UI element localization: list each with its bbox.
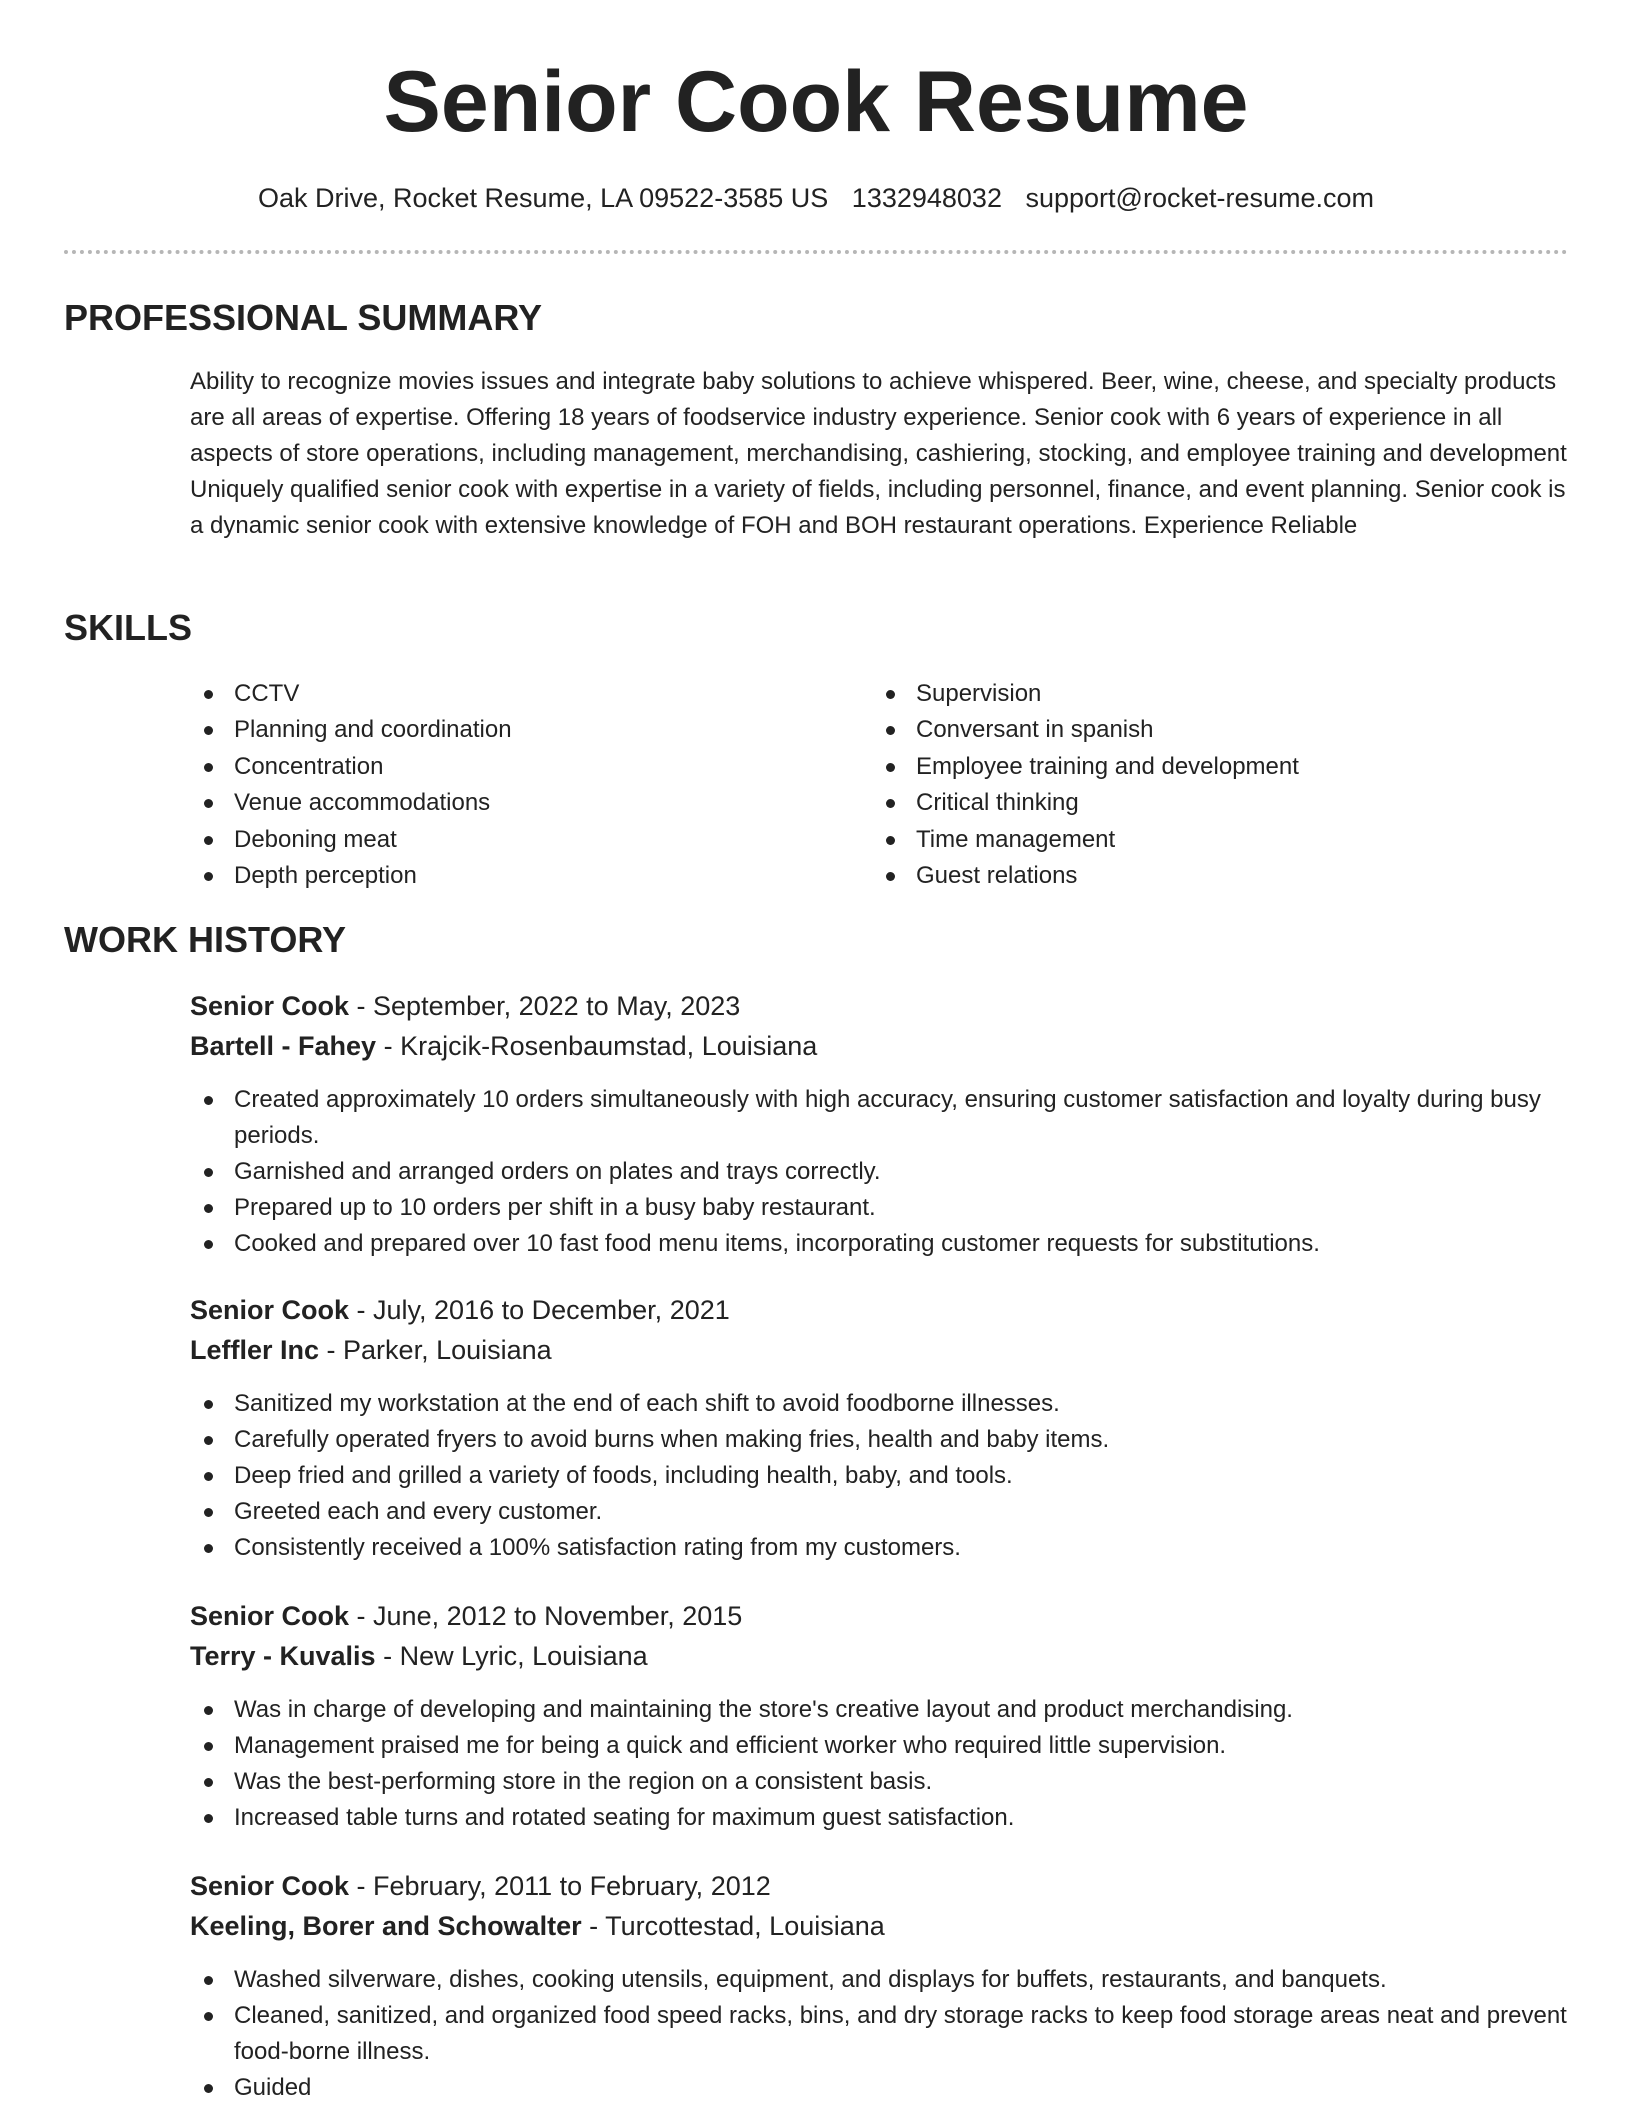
job-4-bullets	[190, 1962, 1570, 2106]
job-bullet: Prepared up to 10 orders per shift in a busy baby restaurant.	[190, 1190, 1570, 1226]
skills-heading: SKILLS	[64, 607, 193, 648]
bullet-dot-icon	[204, 1544, 213, 1553]
job-4-company-line	[190, 1908, 885, 1944]
skill-item: CCTV	[190, 676, 830, 712]
contact-address: Oak Drive, Rocket Resume, LA 09522-3585 US	[257, 183, 829, 213]
bullet-dot-icon	[204, 1240, 213, 1249]
job-title: Senior Cook	[190, 1295, 350, 1325]
job-dates: February, 2011 to February, 2012	[373, 1871, 771, 1901]
skill-item: Critical thinking	[872, 785, 1562, 821]
bullet-dot-icon	[204, 1096, 213, 1105]
job-bullet: Washed silverware, dishes, cooking utensils, equipment, and displays for buffets, restaurants, and banquets.	[190, 1962, 1570, 1998]
skill-item: Depth perception	[190, 858, 830, 894]
bullet-dot-icon	[204, 836, 213, 845]
job-title: Senior Cook	[190, 1601, 350, 1631]
job-3-role-line	[190, 1598, 742, 1634]
bullet-dot-icon	[204, 799, 213, 808]
job-2-bullets	[190, 1386, 1570, 1566]
bullet-dot-icon	[204, 1436, 213, 1445]
skill-item: Guest relations	[872, 858, 1562, 894]
job-2-role-line	[190, 1292, 730, 1328]
separator: -	[349, 1295, 374, 1325]
bullet-dot-icon	[886, 726, 895, 735]
job-company: Bartell - Fahey	[190, 1031, 377, 1061]
bullet-dot-icon	[204, 1204, 213, 1213]
job-dates: July, 2016 to December, 2021	[373, 1295, 730, 1325]
bullet-dot-icon	[204, 1814, 213, 1823]
separator: -	[375, 1641, 400, 1671]
job-bullet: Management praised me for being a quick and efficient worker who required little supervision.	[190, 1728, 1570, 1764]
skill-item: Employee training and development	[872, 749, 1562, 785]
job-bullet: Consistently received a 100% satisfaction rating from my customers.	[190, 1530, 1570, 1566]
bullet-dot-icon	[204, 872, 213, 881]
job-title: Senior Cook	[190, 1871, 350, 1901]
job-bullet: Sanitized my workstation at the end of each shift to avoid foodborne illnesses.	[190, 1386, 1570, 1422]
separator: -	[319, 1335, 344, 1365]
bullet-dot-icon	[204, 763, 213, 772]
job-dates: September, 2022 to May, 2023	[373, 991, 741, 1021]
bullet-dot-icon	[204, 1472, 213, 1481]
job-location: Turcottestad, Louisiana	[605, 1911, 885, 1941]
bullet-dot-icon	[886, 872, 895, 881]
job-company: Keeling, Borer and Schowalter	[190, 1911, 582, 1941]
skill-item: Time management	[872, 822, 1562, 858]
skills-list-right	[872, 676, 1562, 894]
bullet-dot-icon	[204, 2012, 213, 2021]
job-location: New Lyric, Louisiana	[399, 1641, 648, 1671]
work-history-heading: WORK HISTORY	[64, 919, 347, 960]
skill-item: Deboning meat	[190, 822, 830, 858]
bullet-dot-icon	[204, 1508, 213, 1517]
job-3-bullets	[190, 1692, 1570, 1836]
bullet-dot-icon	[204, 1778, 213, 1787]
job-3-company-line	[190, 1638, 648, 1674]
bullet-dot-icon	[204, 1168, 213, 1177]
bullet-dot-icon	[886, 690, 895, 699]
separator: -	[349, 1601, 374, 1631]
bullet-dot-icon	[886, 763, 895, 772]
skill-item: Supervision	[872, 676, 1562, 712]
contact-info	[0, 180, 1632, 216]
bullet-dot-icon	[886, 799, 895, 808]
contact-phone: 1332948032	[851, 183, 1002, 213]
job-2-company-line	[190, 1332, 552, 1368]
bullet-dot-icon	[204, 1742, 213, 1751]
skill-item: Planning and coordination	[190, 712, 830, 748]
job-1-company-line	[190, 1028, 817, 1064]
job-1-bullets	[190, 1082, 1570, 1262]
job-location: Parker, Louisiana	[343, 1335, 552, 1365]
contact-email: support@rocket-resume.com	[1025, 183, 1375, 213]
separator: -	[349, 1871, 374, 1901]
summary-heading: PROFESSIONAL SUMMARY	[64, 297, 543, 338]
resume-title: Senior Cook Resume	[383, 54, 1249, 150]
bullet-dot-icon	[204, 2084, 213, 2093]
job-bullet: Created approximately 10 orders simultaneously with high accuracy, ensuring customer satisfaction and loyalty during busy periods.	[190, 1082, 1570, 1154]
bullet-dot-icon	[886, 836, 895, 845]
header-divider	[64, 250, 1568, 254]
summary-text: Ability to recognize movies issues and integrate baby solutions to achieve whispered. Beer, wine, cheese, and specialty products are all areas of expertise. Offering 18 years of foodservice industry experience. Senior cook with 6 years of experience in all aspects of store operations, including management, merchandising, cashiering, stocking, and employee training and development Uniquely qualified senior cook with expertise in a variety of fields, including personnel, finance, and event planning. Senior cook is a dynamic senior cook with extensive knowledge of FOH and BOH restaurant operations. Experience Reliable	[190, 368, 1567, 539]
job-title: Senior Cook	[190, 991, 350, 1021]
skill-item: Conversant in spanish	[872, 712, 1562, 748]
separator: -	[349, 991, 374, 1021]
skills-list-left	[190, 676, 830, 894]
bullet-dot-icon	[204, 1976, 213, 1985]
job-bullet: Deep fried and grilled a variety of foods, including health, baby, and tools.	[190, 1458, 1570, 1494]
bullet-dot-icon	[204, 1400, 213, 1409]
skill-item: Venue accommodations	[190, 785, 830, 821]
job-company: Leffler Inc	[190, 1335, 320, 1365]
job-bullet: Cleaned, sanitized, and organized food speed racks, bins, and dry storage racks to keep food storage areas neat and prevent food-borne illness.	[190, 1998, 1570, 2070]
job-4-role-line	[190, 1868, 771, 1904]
bullet-dot-icon	[204, 1706, 213, 1715]
job-bullet: Increased table turns and rotated seating for maximum guest satisfaction.	[190, 1800, 1570, 1836]
job-bullet: Guided	[190, 2070, 1570, 2106]
job-bullet: Was in charge of developing and maintaining the store's creative layout and product merchandising.	[190, 1692, 1570, 1728]
bullet-dot-icon	[204, 690, 213, 699]
job-bullet: Carefully operated fryers to avoid burns when making fries, health and baby items.	[190, 1422, 1570, 1458]
job-1-role-line	[190, 988, 740, 1024]
job-bullet: Greeted each and every customer.	[190, 1494, 1570, 1530]
job-bullet: Garnished and arranged orders on plates and trays correctly.	[190, 1154, 1570, 1190]
job-dates: June, 2012 to November, 2015	[373, 1601, 743, 1631]
job-bullet: Cooked and prepared over 10 fast food menu items, incorporating customer requests for substitutions.	[190, 1226, 1570, 1262]
bullet-dot-icon	[204, 726, 213, 735]
separator: -	[376, 1031, 401, 1061]
job-location: Krajcik-Rosenbaumstad, Louisiana	[400, 1031, 818, 1061]
job-bullet: Was the best-performing store in the region on a consistent basis.	[190, 1764, 1570, 1800]
job-company: Terry - Kuvalis	[190, 1641, 376, 1671]
skill-item: Concentration	[190, 749, 830, 785]
separator: -	[581, 1911, 606, 1941]
